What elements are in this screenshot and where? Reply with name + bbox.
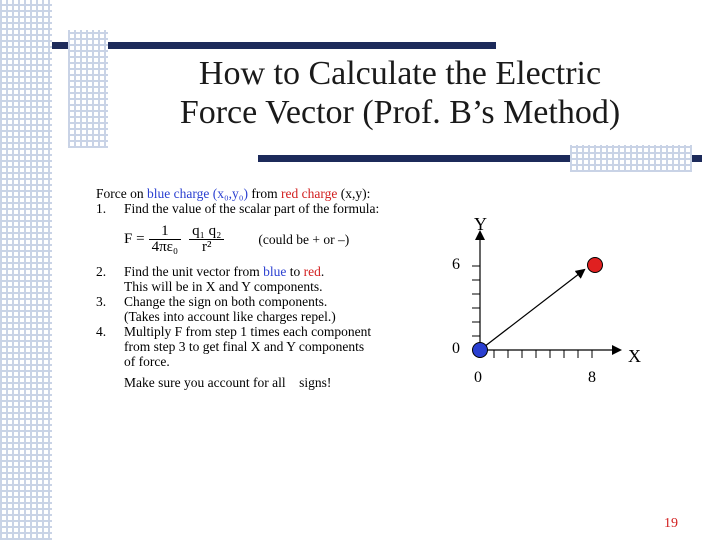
step-text: Find the value of the scalar part of the formula: (124, 201, 380, 216)
step-text-line: Multiply F from step 1 times each component (124, 324, 372, 339)
bottom-decorative-block (570, 145, 692, 172)
y-axis-label: Y (474, 214, 487, 234)
fraction-numerator: 1 (161, 222, 169, 239)
top-decorative-block (68, 30, 108, 148)
formula-lhs: F = (124, 230, 145, 247)
x-axis-ticks (480, 350, 592, 358)
step-text-line: from step 3 to get final X and Y components (124, 339, 365, 354)
x-tick-label-8: 8 (588, 369, 596, 386)
vector-diagram (440, 212, 660, 392)
formula-fraction-charges (189, 224, 224, 255)
step-text-part: to (286, 264, 304, 279)
fraction-denominator: r² (202, 238, 212, 255)
slide-title (110, 54, 690, 132)
step-text-line: (Takes into account like charges repel.) (124, 309, 336, 324)
closing-note: Make sure you account for all signs! (124, 375, 332, 390)
step-text-line: of force. (124, 354, 170, 369)
blue-charge-label: blue charge (147, 186, 210, 201)
title-line-2: Force Vector (Prof. B’s Method) (179, 94, 621, 131)
fraction-denominator: 4πε₀ (151, 238, 179, 255)
step-text (124, 324, 371, 369)
y-tick-label-0: 0 (452, 340, 460, 357)
instructions (96, 186, 426, 390)
intro-line (96, 186, 426, 201)
top-title-bar (52, 42, 496, 49)
red-charge-coords: (x,y): (340, 186, 371, 201)
page-number: 19 (664, 516, 678, 531)
step-4 (96, 324, 426, 369)
step-text-line: This will be in X and Y components. (124, 279, 323, 294)
y-axis-ticks (472, 266, 480, 350)
step-1 (96, 201, 426, 216)
step-3 (96, 294, 426, 324)
step-2 (96, 264, 426, 294)
y-tick-label-6: 6 (452, 256, 460, 273)
step-text-part: Find the unit vector from (124, 264, 264, 279)
formula-note: (could be + or –) (258, 231, 350, 247)
red-word: red (303, 264, 321, 279)
x-axis-label: X (628, 346, 641, 366)
force-vector-arrow (480, 270, 584, 350)
step-text-part: . (320, 264, 325, 279)
step-text-line: Change the sign on both components. (124, 294, 328, 309)
formula-fraction-constant (149, 224, 182, 255)
red-charge-label: red charge (281, 186, 338, 201)
x-tick-label-0: 0 (474, 369, 482, 386)
title-line-1: How to Calculate the Electric (198, 55, 602, 92)
coulomb-formula (124, 218, 426, 260)
step-text (124, 294, 336, 324)
intro-prefix: Force on (96, 186, 147, 201)
step-text (124, 264, 324, 294)
step-number: 2. (96, 264, 107, 279)
blue-word: blue (263, 264, 287, 279)
left-decorative-stripes (0, 0, 52, 540)
intro-middle: from (248, 186, 282, 201)
step-number: 4. (96, 324, 107, 339)
red-charge-dot (588, 258, 603, 273)
blue-charge-dot (473, 343, 488, 358)
fraction-numerator: q₁ q₂ (192, 222, 222, 239)
step-number: 1. (96, 201, 107, 216)
blue-charge-coords: (x₀,y₀) (212, 186, 249, 201)
step-number: 3. (96, 294, 107, 309)
